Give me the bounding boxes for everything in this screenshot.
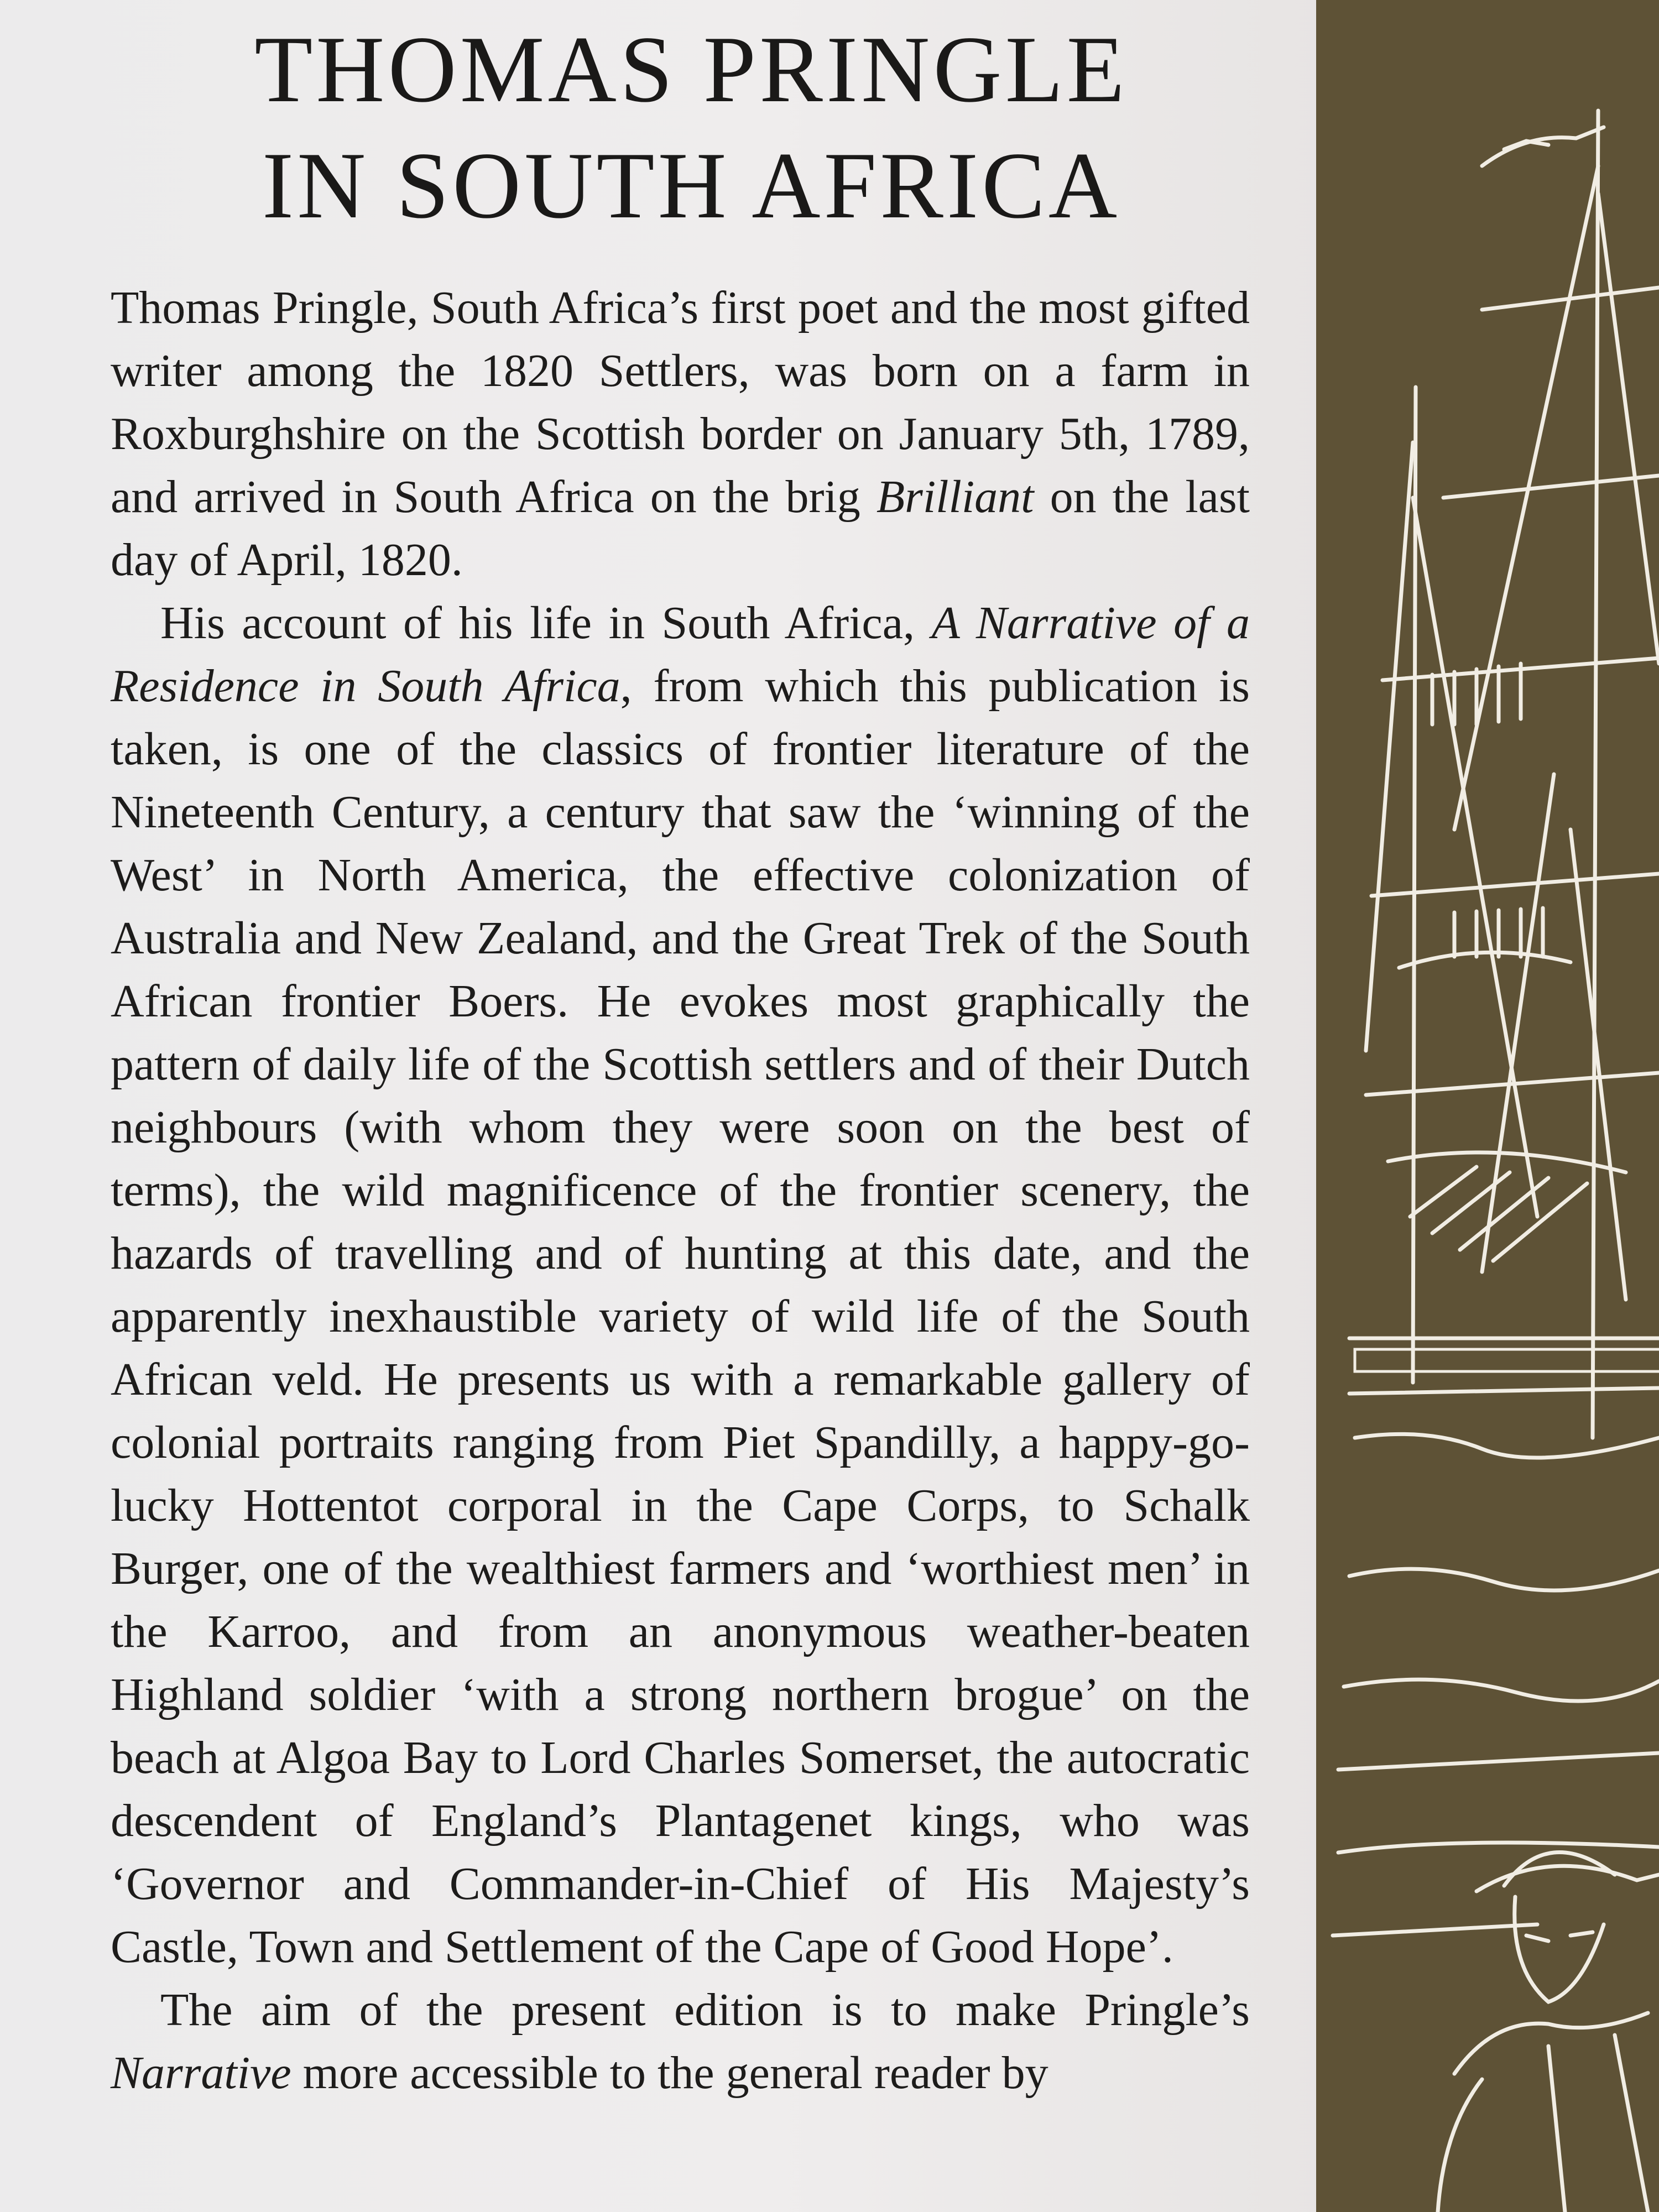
paragraph-3 — [111, 1979, 1250, 2105]
paragraph-text: , from which this publication is taken, is one of the classics of frontier literature of the Nineteenth Century, a century that saw the ‘winning of the West’ in North America, the effective colonization of Australia and New Zealand, and the Great Trek of the South African frontier Boers. He evokes most graphically the pattern of daily life of the Scottish settlers and of their Dutch neighbours (with whom they were soon on the best of terms), the wild magnificence of the frontier scenery, the hazards of travelling and of hunting at this date, and the apparently inexhaustible variety of wild life of the South African veld. He presents us with a remarkable gallery of colonial portraits ranging from Piet Spandilly, a happy-go-lucky Hottentot corporal in the Cape Corps, to Schalk Burger, one of the wealthiest farmers and ‘worthiest men’ in the Karroo, and from an anonymous weather-beaten Highland soldier ‘with a strong northern brogue’ on the beach at Algoa Bay to Lord Charles Somerset, the autocratic descendent of England’s Plantagenet kings, who was ‘Governor and Commander-in-Chief of His Majesty’s Castle, Town and Settlement of the Cape of Good Hope’. — [111, 660, 1250, 1973]
italic-title-text: Narrative — [111, 2047, 291, 2099]
title-line-2: IN SOUTH AFRICA — [262, 133, 1121, 238]
paragraph-text: His account of his life in South Africa, — [160, 597, 932, 649]
paragraph-text: The aim of the present edition is to make Pringle’s — [160, 1984, 1250, 2036]
paragraph-text: Thomas Pringle, South Africa’s first poet and the most gifted writer among the 1820 Settlers, was born on a farm in Roxburghshire on the Scottish border on January 5th, 1789, and arrived in South Africa on the brig — [111, 282, 1250, 523]
paragraph-2 — [111, 592, 1250, 1979]
paragraph-text: on the last day of April, 1820. — [111, 471, 1250, 586]
paragraph-text: more accessible to the general reader by — [291, 2047, 1048, 2099]
paragraph-1 — [111, 276, 1250, 592]
body-text — [111, 276, 1250, 2105]
italic-title-text: Brilliant — [876, 471, 1034, 523]
ship-illustration — [1316, 0, 1659, 2212]
ship-sketch-image — [1316, 0, 1659, 2212]
italic-title-text: A Narrative of a Residence in South Africa — [111, 597, 1250, 712]
title-line-1: THOMAS PRINGLE — [254, 17, 1128, 122]
